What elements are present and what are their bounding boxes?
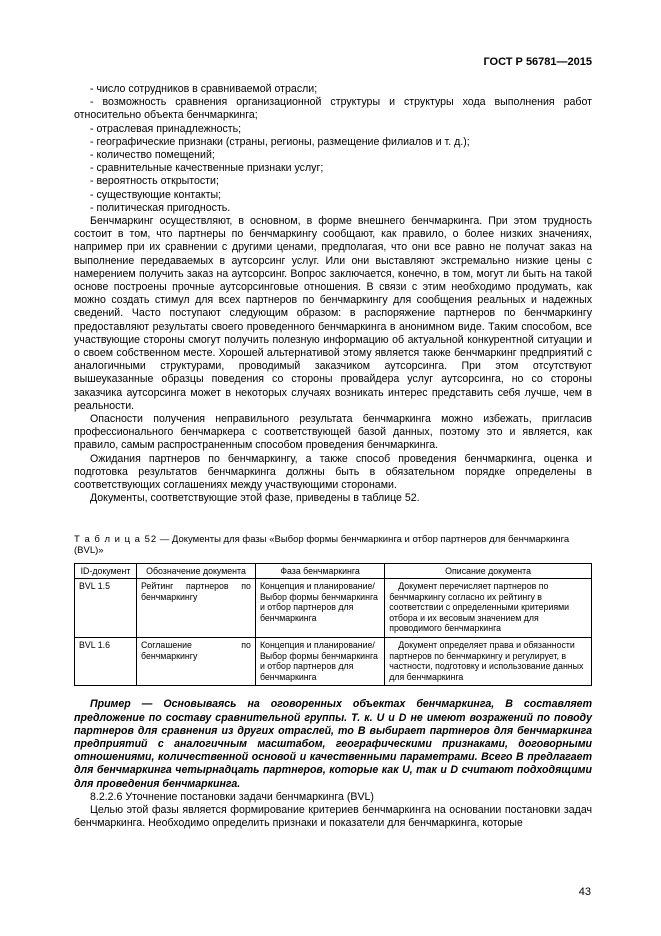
list-item: - политическая пригодность. [90, 201, 231, 214]
list-item: - географические признаки (страны, регионы, размещение филиалов и т. д.); [90, 135, 470, 148]
list-item: - количество помещений; [90, 149, 215, 162]
page-number: 43 [578, 886, 591, 898]
table-caption-text: — Документы для фазы «Выбор формы бенчмаркинга и отбор партнеров для бенчмаркинга (BVL)» [74, 533, 570, 556]
paragraph: Ожидания партнеров по бенчмаркингу, а также способ проведения бенчмаркинга, оценка и подготовка результатов бенчмаркинга должны быть в обязательном порядке определены в соответствующих соглашениях между участвующими сторонами. [74, 452, 592, 492]
list-item: - существующие контакты; [90, 188, 222, 201]
table-row [75, 579, 592, 638]
list-item: - отраслевая принадлежность; [90, 122, 242, 135]
cell-benchmarking-phase: Концепция и планирование/ Выбор формы бенчмаркинга и отбор партнеров для бенчмаркинга [255, 579, 384, 638]
table-row [75, 638, 592, 686]
cell-document-designation: Соглашение по бенчмаркингу [137, 638, 256, 686]
table-header-cell: ID-документ [75, 563, 137, 579]
paragraph: Бенчмаркинг осуществляют, в основном, в форме внешнего бенчмаркинга. При этом трудность состоит в том, что партнеры по бенчмаркингу сообщают, как правило, о более низких значениях, например при их сравнении с другими ценами, предполагая, что они все равно не получат заказ на выполнение передаваемых в аутсорсинг услуг. Или они выставляют экстремально низкие цены с намерением получить заказ на аутсорсинг. Вопрос заключается, конечно, в том, могут ли быть на такой основе построены прочные аутсорсинговые отношения. В связи с этим необходимо продумать, как можно создать стимул для всех партнеров по бенчмаркингу для сообщения реальных и надежных сведений. Часто поступают следующим образом: в распоряжение партнеров по бенчмаркингу предоставляют результаты своего проведенного бенчмаркинга в анонимном виде. Таким способом, все участвующие стороны смогут получить полезную информацию об актуальной конкурентной ситуации и о своем собственном месте. Хорошей альтернативой этому является также бенчмаркинг предприятий с аналогичными структурами, проводимый заказчиком аутсорсинга. При этом отсутствуют вышеуказанные образцы поведения со стороны провайдера услуг аутсорсинга, но со стороны заказчика аутсорсинга может в некоторых случаях возникать интерес представить себя лучше, чем в реальности. [74, 215, 592, 412]
cell-id-document: BVL 1.5 [75, 579, 137, 638]
documents-table [74, 563, 592, 687]
cell-document-designation: Рейтинг партнеров по бенчмаркингу [137, 579, 256, 638]
table-header-cell: Обозначение документа [137, 563, 256, 579]
document-page [74, 56, 592, 830]
paragraph: Документы, соответствующие этой фазе, приведены в таблице 52. [90, 492, 420, 505]
cell-document-description: Документ перечисляет партнеров по бенчмаркингу согласно их рейтингу в соответствии с определенными критериями отбора и их весовым значением для проводимого бенчмаркинга [385, 579, 592, 638]
cell-benchmarking-phase: Концепция и планирование/ Выбор формы бенчмаркинга и отбор партнеров для бенчмаркинга [255, 638, 384, 686]
table-header-cell: Фаза бенчмаркинга [255, 563, 384, 579]
table-caption [74, 534, 592, 557]
paragraph: Целью этой фазы является формирование критериев бенчмаркинга на основании постановки задач бенчмаркинга. Необходимо определить признаки и показатели для бенчмаркинга, которые [74, 804, 592, 830]
cell-document-description: Документ определяет права и обязанности партнеров по бенчмаркингу и регулирует, в частности, подготовку и использование данных для бенчмаркинга [385, 638, 592, 686]
paragraph: Опасности получения неправильного результата бенчмаркинга можно избежать, пригласив профессионального бенчмаркера с соответствующей базой данных, поэтому это и является, как правило, самым распространенным способом проведения бенчмаркинга. [74, 413, 592, 452]
standard-reference: ГОСТ Р 56781—2015 [483, 56, 592, 68]
table-caption-label: Т а б л и ц а 52 [74, 533, 158, 545]
table-header-cell: Описание документа [385, 563, 592, 579]
table-header-row [75, 563, 592, 579]
example-paragraph: Пример — Основываясь на оговоренных объектах бенчмаркинга, В составляет предложение по составу сравнительной группы. Т. к. U и D не имеют возражений по поводу партнеров для сравнения из других отраслей, то В выбирает партнеров для бенчмаркинга предприятий с аналогичным масштабом, географическими признаками, договорными отношениями, количественной основой и качественными параметрами. Всего В предлагает для бенчмаркинга четырнадцать партнеров, которые как U, так и D считают подходящими для проведения бенчмаркинга. [74, 698, 592, 790]
list-item: - сравнительные качественные признаки услуг; [90, 162, 324, 175]
section-heading: 8.2.2.6 Уточнение постановки задачи бенчмаркинга (BVL) [90, 790, 374, 803]
list-item: - возможность сравнения организационной структуры и структуры хода выполнения работ относительно объекта бенчмаркинга; [74, 96, 592, 122]
body-text [74, 83, 592, 830]
list-item: - число сотрудников в сравниваемой отрасли; [90, 83, 318, 95]
cell-id-document: BVL 1.6 [75, 638, 137, 686]
list-item: - вероятность открытости; [90, 175, 219, 188]
